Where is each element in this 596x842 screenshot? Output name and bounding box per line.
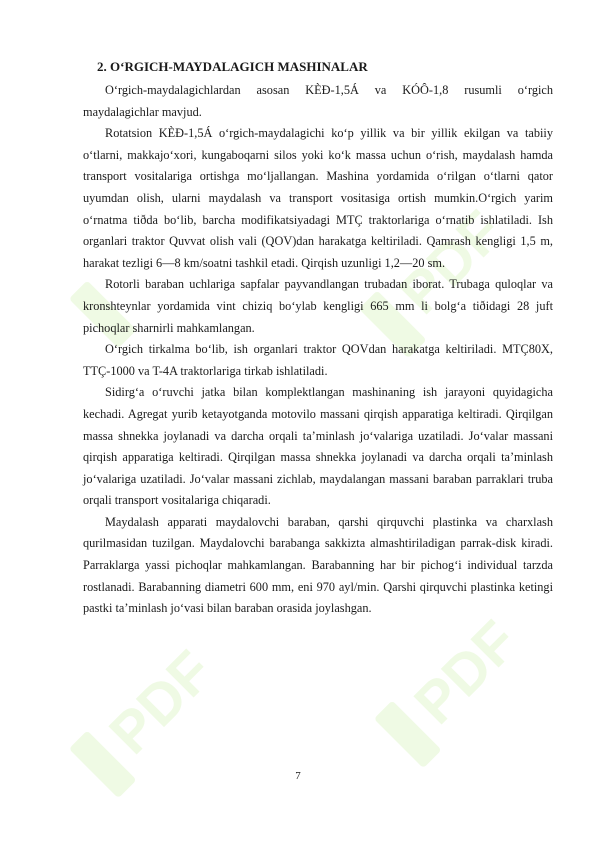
paragraph-6: Maydalash apparati maydalovchi baraban, qarshi qirquvchi plastinka va charxlash qurilmasidan tuzilgan. Maydalovchi barabanga sakkizta almashtiriladigan parrak-disk kiradi. Parraklarga yassi pichoqlar mahkamlangan. Barabanning har bir pichog‘i individual tarzda rostlanadi. Barabanning diametri 600 mm, eni 970 ayl/min. Qarshi qirquvchi plastinka ketingi pastki ta’minlash jo‘vasi bilan baraban orasida joylashgan. [83,514,553,616]
watermark-text: PDF [387,198,516,327]
section-heading: 2. O‘RGICH-MAYDALAGICH MASHINALAR [97,59,368,74]
paragraph-2: Rotatsion KÈÐ-1,5Á o‘rgich-maydalagichi ko‘p yillik va bir yillik ekilgan va tabiiy o‘tlarni, makkajo‘xori, kungaboqarni silos yoki ko‘k massa uchun o‘rish, maydalash hamda transport vositalariga ortishga mo‘ljallangan. Mashina yordamida o‘rilgan o‘tlarni qator uyumdan olish, ularni maydalash va transport vositasiga ortish mumkin.O‘rgich yarim o‘rnatma tiðda bo‘lib, barcha modifikatsiyadagi MTÇ traktorlariga o‘rnatib ishlatiladi. Ish organlari traktor Quvvat olish vali (QOV)dan harakatga keltiriladi. Qamrash kengligi 1,5 m, harakat tezligi 6—8 km/soatni tashkil etadi. Qirqish uzunligi 1,2—20 sm. [83,126,553,270]
document-page [83,58,553,620]
page-number: 7 [295,770,301,782]
watermark-right [374,608,534,768]
paragraph-3: Rotorli baraban uchlariga sapfalar payvandlangan trubadan iborat. Trubaga quloqlar va kronshteynlar yordamida vint chiziq bo‘ylab kengligi 665 mm li bolg‘a tiðidagi 28 juft pichoqlar sharnirli mahkamlangan. [83,277,553,335]
watermark-text: PDF [97,638,226,767]
watermark-text: PDF [402,608,531,737]
paragraph-1: O‘rgich-maydalagichlardan asosan KÈÐ-1,5Á va KÓÔ-1,8 rusumli o‘rgich maydalagichlar mavjud. [83,83,553,119]
paragraph-4: O‘rgich tirkalma bo‘lib, ish organlari traktor QOVdan harakatga keltiriladi. MTÇ80X, TTÇ-1000 va T-4A traktorlariga tirkab ishlatiladi. [83,342,553,378]
paragraph-5: Sidirg‘a o‘ruvchi jatka bilan komplektlangan mashinaning ish jarayoni quyidagicha kechadi. Agregat yurib ketayotganda motovilo massani qirqish apparatiga keltiradi. Qirqilgan massa shnekka joylanadi va darcha orqali ta’minlash jo‘valariga uzatiladi. Jo‘valar massani qirqish apparatiga keltiradi. Qirqilgan massa shnekka joylanadi va darcha orqali ta’minlash jo‘valariga uzatiladi. Jo‘valar massani zichlab, maydalangan massani baraban parraklari truba orqali transport vositalariga chiqaradi. [83,385,553,508]
